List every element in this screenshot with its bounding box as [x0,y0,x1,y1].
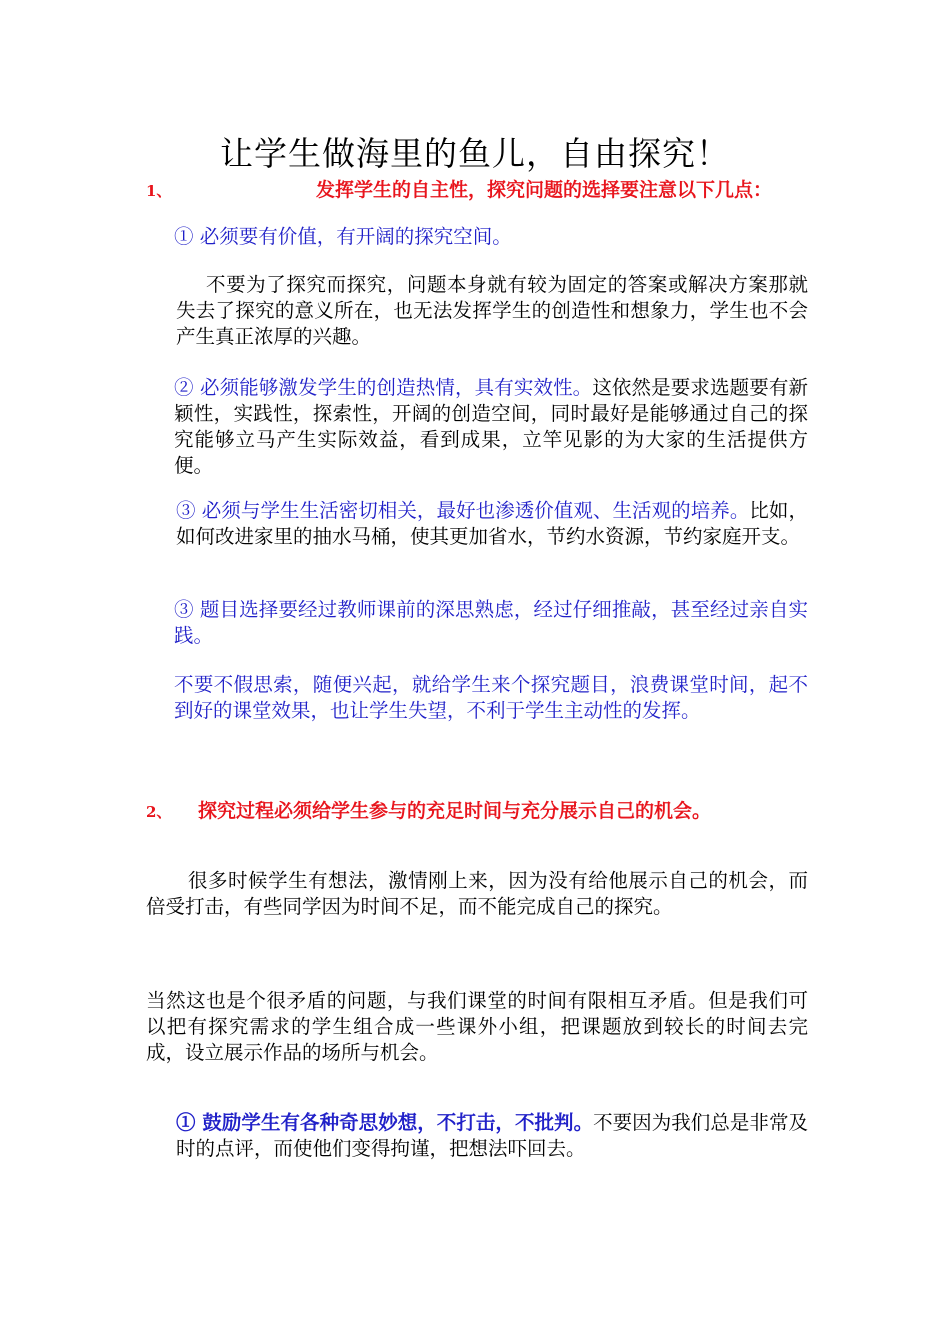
s1-point1: ① 必须要有价值，有开阔的探究空间。 [174,225,512,248]
section1-number: 1、 [146,182,172,200]
s2-para1: 很多时候学生有想法，激情刚上来，因为没有给他展示自己的机会，而倍受打击，有些同学因为时间不足，而不能完成自己的探究。 [146,869,808,918]
s2-point1 [176,1110,808,1162]
s1-point3 [176,498,808,550]
s1-point2-marker: ② [174,376,194,399]
page-title: 让学生做海里的鱼儿，自由探究！ [220,134,730,173]
s1-para2: 不要不假思索，随便兴起，就给学生来个探究题目，浪费课堂时间，起不到好的课堂效果，也让学生失望，不利于学生主动性的发挥。 [174,673,808,722]
s2-para2: 当然这也是个很矛盾的问题，与我们课堂的时间有限相互矛盾。但是我们可以把有探究需求的学生组合成一些课外小组，把课题放到较长的时间去完成，设立展示作品的场所与机会。 [146,989,808,1064]
s1-point3-lead: ③ 必须与学生生活密切相关，最好也渗透价值观、生活观的培养。 [176,499,750,522]
section2-number: 2、 [146,803,172,821]
s1-point4: ③ 题目选择要经过教师课前的深思熟虑，经过仔细推敲，甚至经过亲自实践。 [174,598,808,647]
s1-point2-lead: 必须能够激发学生的创造热情，具有实效性。 [199,376,593,399]
s1-point2-body: 这依然是要求选题要有新颖性，实践性，探索性，开阔的创造空间，同时最好是能够通过自己的探究能够立马产生实际效益，看到成果，立竿见影的为大家的生活提供方便。 [174,376,808,477]
s1-para1: 不要为了探究而探究，问题本身就有较为固定的答案或解决方案那就失去了探究的意义所在，也无法发挥学生的创造性和想象力，学生也不会产生真正浓厚的兴趣。 [176,273,808,348]
s2-point1-lead: ① 鼓励学生有各种奇思妙想，不打击，不批判。 [176,1111,594,1134]
section1-heading: 发挥学生的自主性，探究问题的选择要注意以下几点： [316,179,773,201]
s1-point2 [174,375,808,479]
s2-point1-body: 不要因为我们总是非常及时的点评，而使他们变得拘谨，把想法吓回去。 [176,1111,808,1160]
section2-heading: 探究过程必须给学生参与的充足时间与充分展示自己的机会。 [198,800,712,822]
s1-point3-body: 比如，如何改进家里的抽水马桶，使其更加省水，节约水资源，节约家庭开支。 [176,499,808,548]
